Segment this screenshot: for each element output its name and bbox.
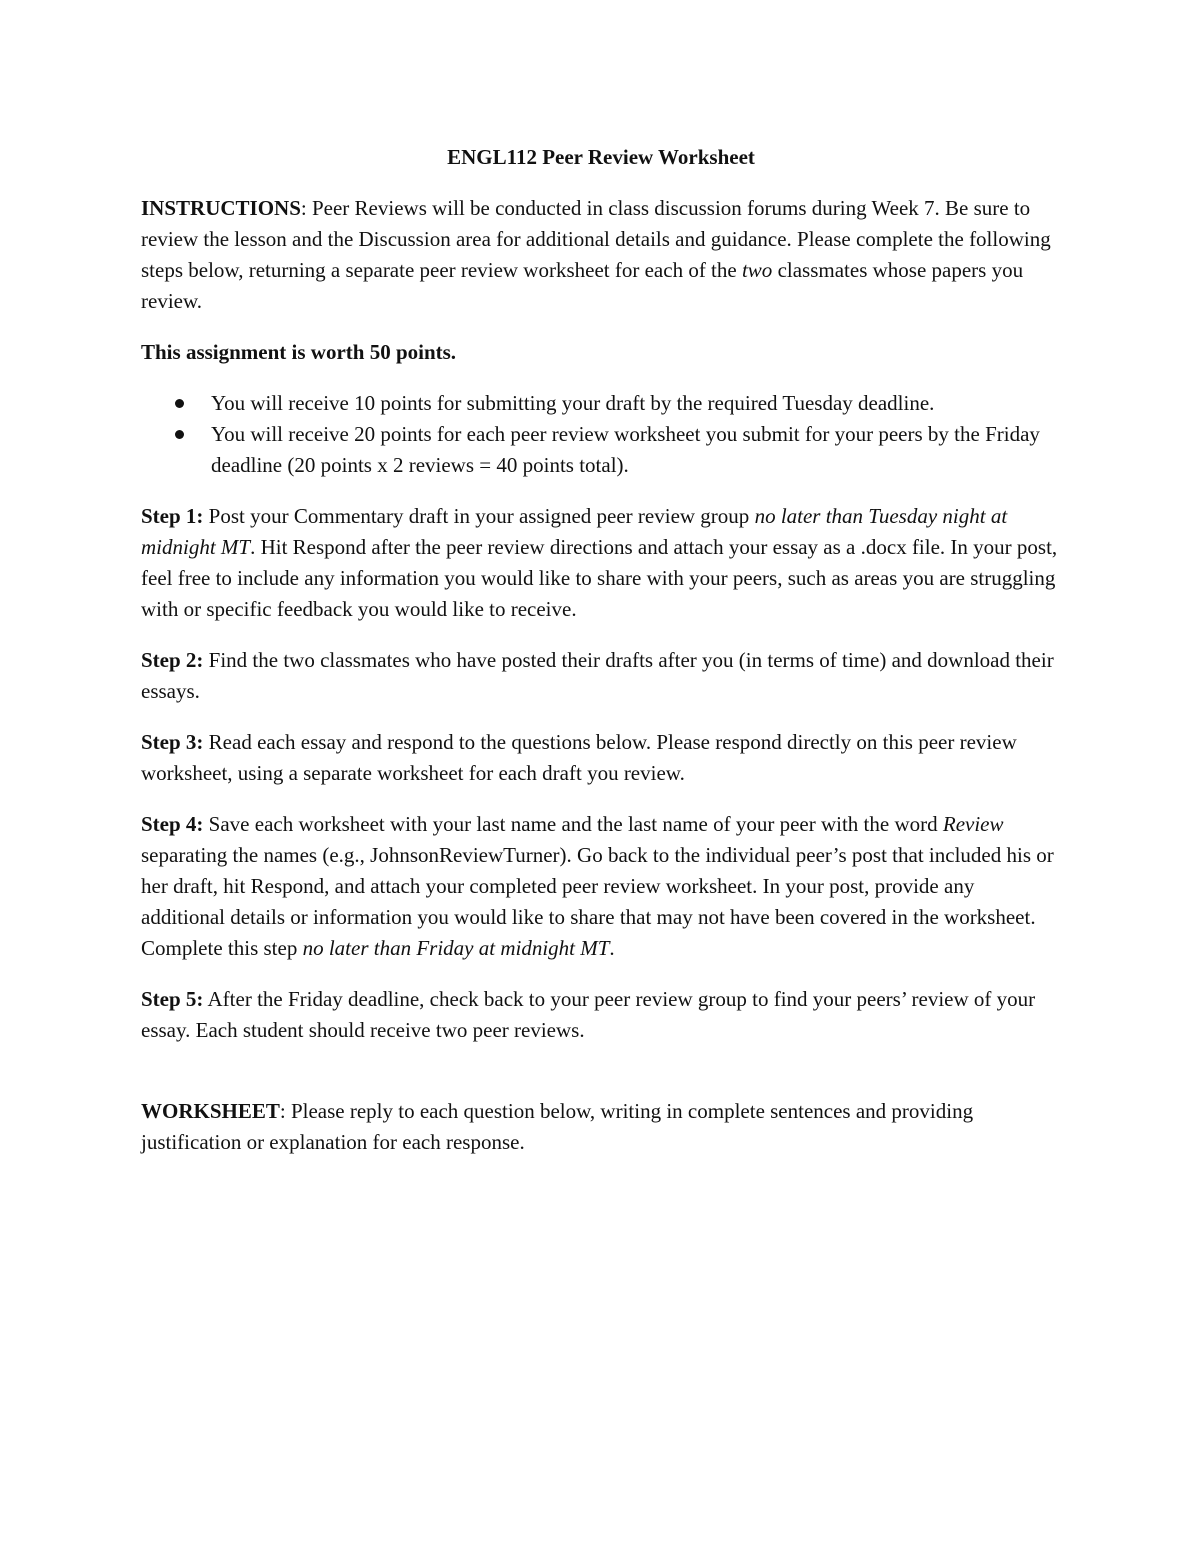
list-item [141, 419, 1061, 481]
step-4-text: Save each worksheet with your last name and the last name of your peer with the word [203, 812, 943, 836]
list-item-text: You will receive 20 points for each peer review worksheet you submit for your peers by the Friday deadline (20 points x 2 reviews = 40 points total). [211, 422, 1040, 477]
worth-text: This assignment is worth 50 points. [141, 340, 457, 364]
document-title: ENGL112 Peer Review Worksheet [447, 145, 755, 169]
worksheet-text: : Please reply to each question below, writing in complete sentences and providing justification or explanation for each response. [141, 1099, 974, 1154]
step-1-text: Post your Commentary draft in your assigned peer review group [203, 504, 755, 528]
bullet-icon [175, 399, 184, 408]
list-item [141, 388, 1061, 419]
step-3-label: Step 3: [141, 730, 204, 754]
instructions-paragraph [141, 193, 1061, 317]
step-4-label: Step 4: [141, 812, 204, 836]
step-3-paragraph [141, 727, 1061, 789]
instructions-text-end: classmates whose papers you review. [141, 258, 1024, 313]
step-1-paragraph [141, 501, 1061, 625]
step-4-emphasis-deadline: no later than Friday at midnight MT [302, 936, 610, 960]
step-3-text: Read each essay and respond to the questions below. Please respond directly on this peer review worksheet, using a separate worksheet for each draft you review. [141, 730, 1017, 785]
list-item-text: You will receive 10 points for submitting your draft by the required Tuesday deadline. [211, 391, 935, 415]
instructions-label: INSTRUCTIONS [141, 196, 301, 220]
worth-heading [141, 337, 1061, 368]
step-1-label: Step 1: [141, 504, 204, 528]
section-spacer [141, 1066, 1061, 1096]
step-2-label: Step 2: [141, 648, 204, 672]
step-2-text: Find the two classmates who have posted their drafts after you (in terms of time) and download their essays. [141, 648, 1054, 703]
step-5-text: After the Friday deadline, check back to your peer review group to find your peers’ review of your essay. Each student should receive two peer reviews. [141, 987, 1036, 1042]
step-4-text-middle: separating the names (e.g., JohnsonReviewTurner). Go back to the individual peer’s post that included his or her draft, hit Respond, and attach your completed peer review worksheet. In your post, provide any additional details or information you would like to share that may not have been covered in the worksheet. Complete this step [141, 843, 1054, 960]
step-1-text-end: . Hit Respond after the peer review directions and attach your essay as a .docx file. In your post, feel free to include any information you would like to share with your peers, such as areas you are struggling with or specific feedback you would like to receive. [141, 535, 1058, 621]
points-list [141, 388, 1061, 481]
step-2-paragraph [141, 645, 1061, 707]
instructions-text: : Peer Reviews will be conducted in class discussion forums during Week 7. Be sure to review the lesson and the Discussion area for additional details and guidance. Please complete the following steps below, returning a separate peer review worksheet for each of the [141, 196, 1051, 282]
step-5-label: Step 5: [141, 987, 204, 1011]
instructions-emphasis: two [741, 258, 773, 282]
step-4-paragraph [141, 809, 1061, 964]
step-5-paragraph [141, 984, 1061, 1046]
step-4-emphasis-review: Review [942, 812, 1004, 836]
step-1-emphasis: no later than Tuesday night at midnight MT [141, 504, 1008, 559]
worksheet-label: WORKSHEET [141, 1099, 280, 1123]
step-4-text-end: . [609, 936, 615, 960]
worksheet-paragraph [141, 1096, 1061, 1158]
document-body [141, 142, 1061, 1178]
bullet-icon [175, 430, 184, 439]
